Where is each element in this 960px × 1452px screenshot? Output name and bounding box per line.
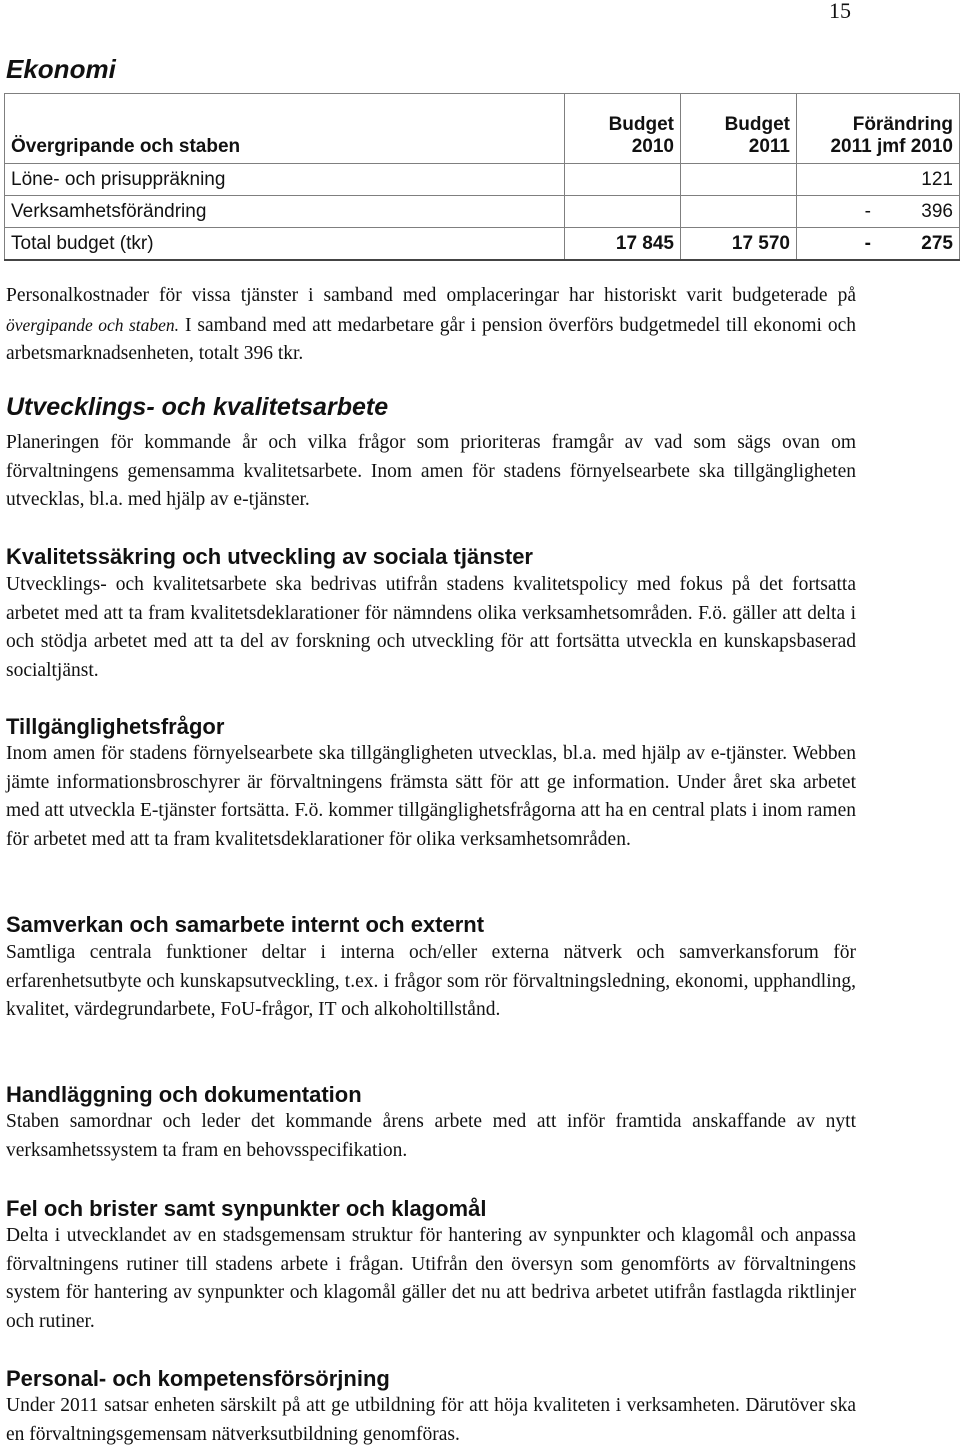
row-budget-2011 — [681, 164, 797, 196]
row-budget-2010 — [565, 164, 681, 196]
section-text: Staben samordnar och leder det kommande årens arbete med att inför framtida anskaffande av nytt verksamhetssystem ta fram en behovsspecifikation. — [6, 1111, 856, 1161]
row-label: Total budget (tkr) — [5, 228, 565, 261]
section-text: Delta i utvecklandet av en stadsgemensam struktur för hantering av synpunkter och klagomål och anpassa förvaltningens rutiner till stadens arbete i frågan. Utifrån den översyn som genomförts av förvaltningens system för hantering av synpunkter och klagomål gäller det nu att bedriva arbetet utifrån fastlagda riktlinjer och rutiner. — [6, 1225, 856, 1332]
row-budget-2011: 17 570 — [681, 228, 797, 261]
row-budget-2010 — [565, 196, 681, 228]
row-change-sign: - — [864, 200, 871, 222]
row-change-value: 275 — [921, 232, 953, 254]
row-change-sign: - — [864, 232, 871, 254]
row-label: Verksamhetsförändring — [5, 196, 565, 228]
table-row — [5, 164, 960, 196]
section-text: Under 2011 satsar enheten särskilt på att ge utbildning för att höja kvaliteten i verksamheten. Därutöver ska en förvaltningsgemensam nätverksutbildning genomföras. — [6, 1395, 856, 1445]
intro-emphasis: övergipande och staben. — [6, 314, 180, 335]
header-budget-2010: Budget 2010 — [565, 94, 681, 164]
section-heading: Tillgänglighetsfrågor — [6, 714, 225, 739]
section-heading: Fel och brister samt synpunkter och klagomål — [6, 1196, 487, 1221]
section-heading: Kvalitetssäkring och utveckling av sociala tjänster — [6, 544, 533, 569]
table-row-total — [5, 228, 960, 261]
row-budget-2010: 17 845 — [565, 228, 681, 261]
page-number: 15 — [829, 0, 851, 23]
section-heading: Samverkan och samarbete internt och externt — [6, 912, 485, 937]
header-budget-2011: Budget 2011 — [681, 94, 797, 164]
header-change: Förändring 2011 jmf 2010 — [797, 94, 960, 164]
section-text: Planeringen för kommande år och vilka frågor som prioriteras framgår av vad som sägs ovan om förvaltningens gemensamma kvalitetsarbete. Inom amen för stadens förnyelsearbete ska tillgängligheten utvecklas, bl.a. med hjälp av e-tjänster. — [6, 432, 856, 510]
section-heading: Handläggning och dokumentation — [6, 1082, 362, 1107]
section-heading: Personal- och kompetensförsörjning — [6, 1366, 390, 1391]
intro-paragraph: Personalkostnader för vissa tjänster i samband med omplaceringar har historiskt varit budgeterade på övergipande och staben. I samband med att medarbetare går i pension överförs budgetmedel till ekonomi och arbetsmarknadsenheten, totalt 396 tkr. — [6, 285, 856, 364]
row-change — [797, 164, 960, 196]
section-heading: Utvecklings- och kvalitetsarbete — [6, 393, 389, 421]
row-change-value: 396 — [921, 200, 953, 222]
row-change — [797, 196, 960, 228]
section-text: Inom amen för stadens förnyelsearbete ska tillgängligheten utvecklas, bl.a. med hjälp av e-tjänster. Webben jämte informationsbroschyrer är förvaltningens främsta sätt för att ge information. Under året ska arbetet med att utveckla E-tjänster fortsätta. F.ö. kommer tillgänglighetsfrågorna att ha en central plats i inom ramen för arbetet med att ta fram kvalitetsdeklarationer för olika verksamhetsområden. — [6, 743, 856, 850]
row-budget-2011 — [681, 196, 797, 228]
table-row — [5, 196, 960, 228]
budget-table — [4, 93, 960, 261]
section-text: Samtliga centrala funktioner deltar i interna och/eller externa nätverk och samverkansforum för erfarenhetsutbyte och kunskapsutveckling, t.ex. i frågor som rör förvaltningsledning, ekonomi, upphandling, kvalitet, värdegrundarbete, FoU-frågor, IT och alkoholtillstånd. — [6, 942, 856, 1020]
section-text: Utvecklings- och kvalitetsarbete ska bedrivas utifrån stadens kvalitetspolicy med fokus på det fortsatta arbetet med att ta fram kvalitetsdeklarationer för nämndens olika verksamhetsområden. F.ö. gäller att delta i och stödja arbetet med att ta del av forskning och utveckling för att fortsätta utveckla en kunskapsbaserad socialtjänst. — [6, 574, 856, 681]
budget-table-header — [5, 94, 960, 164]
page-title: Ekonomi — [6, 54, 116, 84]
row-change — [797, 228, 960, 261]
row-label: Löne- och prisuppräkning — [5, 164, 565, 196]
header-label: Övergripande och staben — [5, 94, 565, 164]
row-change-value: 121 — [921, 168, 953, 190]
